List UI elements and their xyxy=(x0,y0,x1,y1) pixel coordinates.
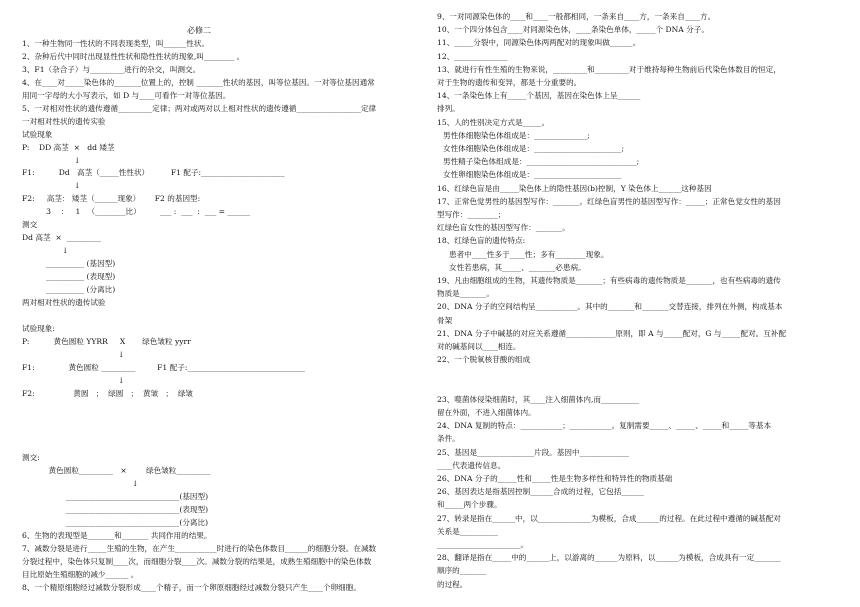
right-line: 27、转录是指在______中，以______________为模板，合成______的过程。在此过程中遵循的碱基配对 xyxy=(437,513,781,523)
right-line: 17、正常色觉男性的基因型写作：_______。红绿色盲男性的基因型写作：_____；正常色觉女性的基因 xyxy=(437,196,781,206)
right-line: 对的碱基间以____相连。 xyxy=(437,342,521,351)
left-line: ______________________________(表现型) xyxy=(22,505,209,515)
left-line: 4、在____对_____染色体的_______位置上的，控制 _______性状的基因，叫等位基因。一对等位基因通常 xyxy=(22,77,375,87)
left-line: 一对相对性状的遗传实验 xyxy=(22,116,106,126)
left-line: 测交: xyxy=(22,453,40,463)
left-line: __________ (分离比) xyxy=(22,285,116,294)
left-line: 试验现象 xyxy=(22,129,53,139)
left-line: P: DD 高茎 × dd 矮茎 xyxy=(22,142,115,152)
left-line: P: 黄色圆粒 YYRR X 绿色皱粒 yyrr xyxy=(22,336,191,346)
right-line: 红绿色盲女性的基因型写作：_______。 xyxy=(437,223,570,233)
right-line: 排列。 xyxy=(437,104,460,114)
left-line: 2、杂种后代中同时出现显性性状和隐性性状的现象,叫________ 。 xyxy=(22,51,245,61)
left-line: __________ (基因型) xyxy=(22,259,116,269)
right-line: 18、红绿色盲的遗传特点: xyxy=(437,236,526,246)
right-line: 25、基因是_______________片段。基因中_____________ xyxy=(437,447,629,457)
right-line: 女性体细胞染色体组成是：_______________________; xyxy=(443,144,625,153)
right-line: 女性卵细胞染色体组成是：_______________________ xyxy=(443,170,622,180)
right-line: 顺序的_______ xyxy=(437,566,487,576)
left-line: F1: 黄色圆粒 _________ F1 配子:_______________________________ xyxy=(22,362,306,372)
right-line: 物质是_______。 xyxy=(437,289,494,299)
left-line: 3 ： 1 （________比） ___ : ___ : ___ = ______ xyxy=(22,207,251,217)
left-line: Dd 高茎 × _________ xyxy=(22,233,101,243)
left-line: 6、生物的表现型是_______和_______ 共同作用的结果。 xyxy=(22,531,212,541)
left-line: 7、减数分裂是进行_____生殖的生物，在产生___________时进行的染色体数目______的细胞分裂。在减数 xyxy=(22,544,377,553)
left-line: 试验现象: xyxy=(22,323,55,333)
left-line: ↓ xyxy=(118,349,125,359)
left-line: ↓ xyxy=(132,479,139,489)
left-line: __________ (表现型) xyxy=(22,272,116,282)
right-line: 13、就进行有性生殖的生物来说，_________和_________对于维持每种生物前后代染色体数目的恒定， xyxy=(437,64,781,74)
left-line: 必修二 xyxy=(187,26,211,35)
left-line: 黄色圆粒_________ × 绿色皱粒_________ xyxy=(22,466,211,476)
right-line: 24、DNA 复制的特点：___________；___________。复制需要_____、_____、_____和_____等基本 xyxy=(437,421,772,431)
left-line: ↓ xyxy=(62,246,69,256)
right-line: 女性若患病，其_____、_______必患病。 xyxy=(449,262,586,272)
left-line: ______________________________(基因型) xyxy=(22,492,209,502)
right-line: 10、一个四分体包含____对同源染色体，____条染色单体，_____个 DNA 分子。 xyxy=(437,25,709,35)
right-line: 男性体细胞染色体组成是：______________; xyxy=(443,130,590,140)
right-line: 男性精子染色体组成是：_____________________________; xyxy=(443,157,640,167)
left-line: 5、一对相对性状的遗传遵循_________定律；两对或两对以上相对性状的遗传遵循_________________定律 xyxy=(22,103,377,113)
left-line: ↓ xyxy=(74,155,81,165)
left-line: 3、F1（杂合子）与_________进行的杂交，叫测交。 xyxy=(22,64,201,74)
left-line: 测交 xyxy=(22,220,38,230)
right-line: 条件。 xyxy=(437,434,460,444)
left-line: ______________________________(分离比) xyxy=(22,518,209,528)
right-line: 23、噬菌体侵染细菌时，其____注入细菌体内,而__________ xyxy=(437,394,639,404)
right-line: 11、_____分裂中，同源染色体两两配对的现象叫做______。 xyxy=(437,38,641,48)
right-line: 28、翻译是指在_____中的______上，以游离的______为原料，以______为模板，合成具有一定_______ xyxy=(437,553,781,563)
left-line: 目比原始生殖细胞的减少______ 。 xyxy=(22,569,139,579)
left-line: ↓ xyxy=(118,375,125,385)
right-line: 对于生物的遗传和变异，都是十分重要的。 xyxy=(437,78,582,87)
left-line: ↓ xyxy=(74,181,81,191)
right-line: ____代表遗传信息。 xyxy=(437,460,506,470)
right-line: 16、红绿色盲是由_____染色体上的隐性基因(b)控制，Y 染色体上______这种基因 xyxy=(437,183,712,193)
right-line: 12、______________ xyxy=(437,51,508,61)
right-line: 22、一个脱氧核苷酸的组成 xyxy=(437,355,531,365)
left-line: 8、一个精原细胞经过减数分裂形成____个精子，而一个卵原细胞经过减数分裂只产生____个卵细胞。 xyxy=(22,582,361,592)
right-line: 21、DNA 分子中碱基的对应关系遵循_____________原则，即 A 与_____配对，G 与_____配对。互补配 xyxy=(437,328,787,338)
right-line: 19、凡由细胞组成的生物，其遗传物质是_______；有些病毒的遗传物质是_______，也有些病毒的遗传 xyxy=(437,276,781,285)
right-line: 关系是__________ xyxy=(437,526,498,536)
right-line: 和_____两个步骤。 xyxy=(437,500,502,510)
left-line: 两对相对性状的遗传试验 xyxy=(22,297,106,307)
right-line: 患者中____性多于____性；多有________现象。 xyxy=(449,249,609,259)
left-line: 分裂过程中，染色体只复制____次，而细胞分裂____次。减数分裂的结果是，成熟生殖细胞中的染色体数 xyxy=(22,556,372,566)
left-line: F2: 黄圆 ； 绿圆 ； 黄皱 ； 绿皱 xyxy=(22,388,194,398)
right-line: 26、基因表达是指基因控制______合成的过程，它包括______ xyxy=(437,487,645,497)
right-line: ______________________。 xyxy=(437,540,529,549)
right-line: 留在外面，不进入细菌体内。 xyxy=(437,408,536,417)
left-line: F1: Dd 高茎（_____性性状） F1 配子:______________________ xyxy=(22,168,285,178)
left-line: F2: 高茎： 矮茎（______现象） F2 的基因型: xyxy=(22,194,201,204)
right-line: 20、DNA 分子的空间结构呈___________。其中的_______和_______交替连接，排列在外侧，构成基本 xyxy=(437,302,783,312)
left-line: 1、一种生物同一性状的不同表现类型，叫______性状。 xyxy=(22,38,210,48)
right-line: 14、一条染色体上有_____个基因，基因在染色体上呈______ xyxy=(437,91,641,101)
right-line: 9、一对同源染色体的____和____一般都相同，一条来自____方，一条来自____方。 xyxy=(437,12,716,21)
right-line: 15、人的性别决定方式是_____。 xyxy=(437,117,550,127)
right-line: 的过程。 xyxy=(437,579,468,589)
right-line: 骨架 xyxy=(437,315,453,325)
right-line: 型写作：________； xyxy=(437,210,506,219)
right-line: 26、DNA 分子的_____性和_____性是生物多样性和特异性的物质基础 xyxy=(437,474,673,483)
left-line: 用同一字母的大小写表示，如 D 与____可看作一对等位基因。 xyxy=(22,90,231,100)
